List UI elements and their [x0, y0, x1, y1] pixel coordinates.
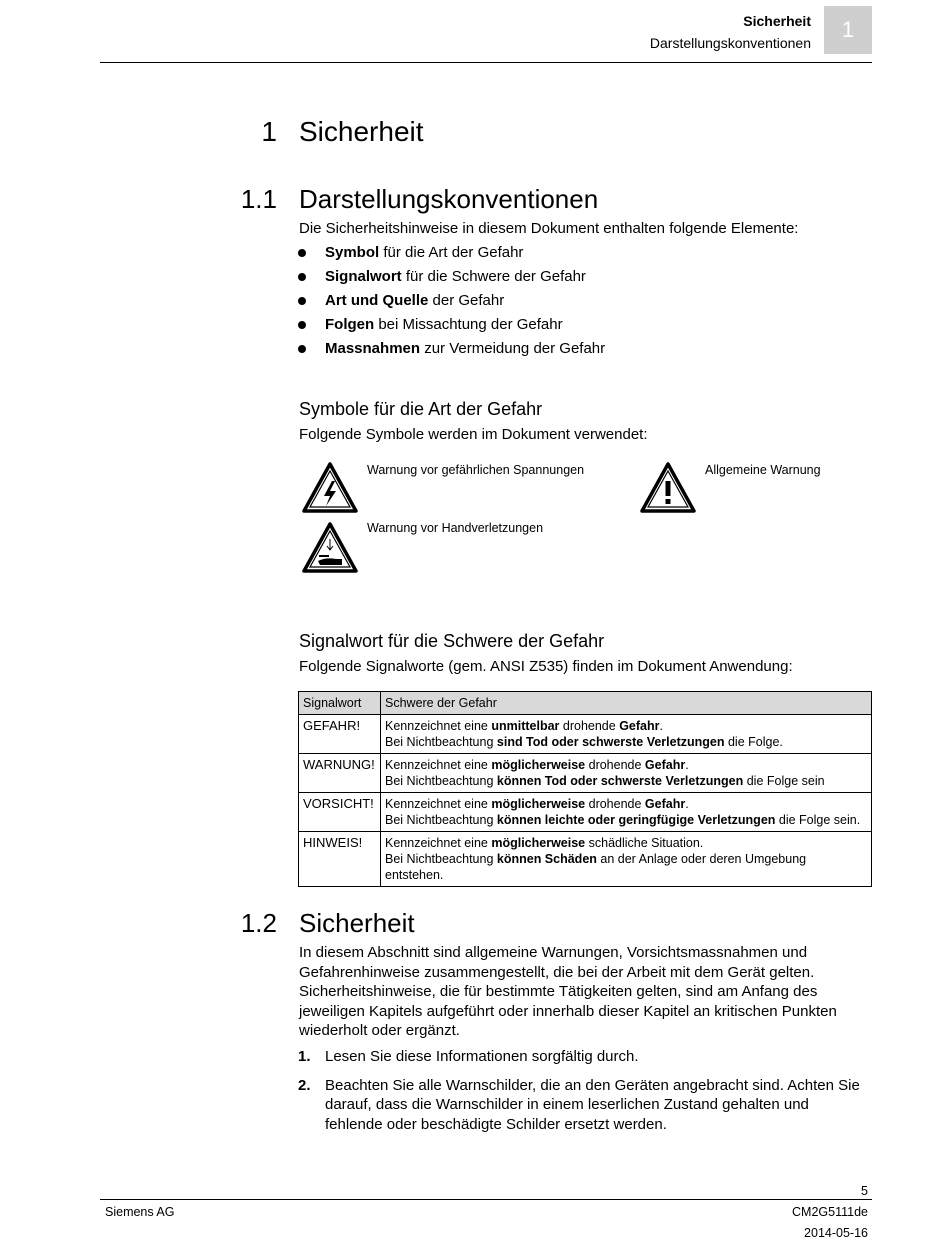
section-1-2-paragraph: In diesem Abschnitt sind allgemeine Warnungen, Vorsichtsmassnahmen und Gefahrenhinweise zusammengestellt, die bei der Arbeit mit dem Gerät gelten. Sicherheitshinweise, die für bestimmte Tätigkeiten gelten, sind am Anfang des jeweiligen Kapitels aufgeführt oder innerhalb dieser Kapitel an kritischen Punkten wiederholt oder ergänzt.: [299, 944, 837, 1039]
step-text: Lesen Sie diese Informationen sorgfältig durch.: [325, 1048, 639, 1065]
severity-text: .: [685, 758, 689, 772]
symbols-intro: Folgende Symbole werden im Dokument verwendet:: [299, 426, 648, 443]
running-header-title: Sicherheit: [743, 13, 811, 29]
severity-text: Bei Nichtbeachtung: [385, 774, 497, 788]
list-item: [325, 339, 605, 363]
signal-words-heading: Signalwort für die Schwere der Gefahr: [299, 631, 605, 651]
bullet-dot: [298, 273, 306, 281]
table-row: [299, 832, 872, 887]
symbol-label: Warnung vor Handverletzungen: [367, 521, 544, 535]
severity-emphasis: Gefahr: [619, 719, 660, 733]
severity-cell: [381, 754, 872, 793]
severity-line: [385, 851, 867, 883]
severity-cell: [381, 715, 872, 754]
severity-line: [385, 757, 867, 773]
list-item-text: bei Missachtung der Gefahr: [374, 316, 563, 333]
list-item: [325, 243, 605, 267]
severity-text: Kennzeichnet eine: [385, 836, 492, 850]
severity-text: die Folge sein: [743, 774, 825, 788]
table-row: [299, 715, 872, 754]
severity-emphasis: möglicherweise: [491, 797, 586, 811]
signal-word-cell: HINWEIS!: [299, 832, 381, 887]
severity-text: drohende: [585, 758, 645, 772]
severity-text: die Folge.: [724, 735, 783, 749]
section-1-1-title: Darstellungskonventionen: [299, 184, 599, 214]
list-item: [325, 315, 605, 339]
safety-elements-list: [325, 243, 605, 363]
section-1-1-heading: [240, 184, 598, 215]
page-number: 5: [861, 1184, 868, 1198]
severity-line: [385, 835, 867, 851]
list-item-bold: Signalwort: [325, 268, 402, 285]
severity-emphasis: Gefahr: [644, 797, 686, 811]
column-header: Signalwort: [299, 692, 381, 715]
step-number: 2.: [298, 1076, 311, 1094]
severity-emphasis: können Schäden: [496, 852, 597, 866]
chapter-tab: [824, 6, 872, 54]
severity-text: Kennzeichnet eine: [385, 719, 492, 733]
section-1-2-heading: [240, 908, 415, 939]
severity-emphasis: können Tod oder schwerste Verletzungen: [496, 774, 744, 788]
severity-text: Bei Nichtbeachtung: [385, 735, 497, 749]
list-item-text: der Gefahr: [428, 292, 505, 309]
signal-words-intro: Folgende Signalworte (gem. ANSI Z535) finden im Dokument Anwendung:: [299, 658, 793, 675]
severity-emphasis: unmittelbar: [491, 719, 560, 733]
footer-date: 2014-05-16: [804, 1226, 868, 1240]
chapter-heading-number: 1: [261, 116, 277, 147]
list-item-text: zur Vermeidung der Gefahr: [420, 340, 606, 357]
list-item-text: für die Schwere der Gefahr: [401, 268, 586, 285]
table-row: [299, 754, 872, 793]
severity-emphasis: möglicherweise: [491, 836, 586, 850]
severity-text: Kennzeichnet eine: [385, 797, 492, 811]
list-item-bold: Art und Quelle: [325, 292, 429, 309]
signal-word-cell: GEFAHR!: [299, 715, 381, 754]
severity-text: an der Anlage oder deren Umgebung entstehen.: [385, 852, 807, 882]
chapter-heading: [240, 116, 424, 148]
step-number: 1.: [298, 1048, 311, 1065]
severity-text: drohende: [559, 719, 620, 733]
severity-text: Bei Nichtbeachtung: [385, 852, 497, 866]
signal-word-cell: VORSICHT!: [299, 793, 381, 832]
footer-doc-id: CM2G5111de: [792, 1205, 868, 1219]
severity-emphasis: können leichte oder geringfügige Verletzungen: [496, 813, 776, 827]
list-item-text: für die Art der Gefahr: [379, 244, 524, 261]
list-item-bold: Massnahmen: [325, 340, 421, 357]
section-1-2-title: Sicherheit: [299, 908, 415, 938]
severity-emphasis: möglicherweise: [491, 758, 586, 772]
list-item: [298, 1076, 865, 1135]
list-item: [325, 267, 605, 291]
severity-line: [385, 773, 867, 789]
severity-text: .: [685, 797, 689, 811]
severity-cell: [381, 793, 872, 832]
running-header-subtitle: Darstellungskonventionen: [649, 35, 811, 51]
section-1-1-number: 1.1: [240, 184, 277, 214]
severity-text: .: [659, 719, 663, 733]
list-item: [325, 291, 605, 315]
severity-line: [385, 796, 867, 812]
symbols-heading: Symbole für die Art der Gefahr: [299, 399, 543, 419]
table-row: [299, 793, 872, 832]
severity-text: Kennzeichnet eine: [385, 758, 492, 772]
signal-words-table: [298, 691, 872, 887]
signal-word-cell: WARNUNG!: [299, 754, 381, 793]
high-voltage-warning-icon: [302, 461, 358, 515]
severity-text: schädliche Situation.: [585, 836, 704, 850]
severity-cell: [381, 832, 872, 887]
general-warning-icon: [640, 461, 696, 515]
bullet-dot: [298, 321, 306, 329]
list-item-bold: Folgen: [325, 316, 375, 333]
list-item: [298, 1047, 865, 1067]
bullet-dot: [298, 345, 306, 353]
hand-injury-warning-icon: [302, 521, 358, 575]
step-text: Beachten Sie alle Warnschilder, die an den Geräten angebracht sind. Achten Sie darauf, dass die Warnschilder in einem leserlichen Zustand gehalten und fehlende oder beschädigte Schilder ersetzt werden.: [325, 1076, 860, 1133]
section-1-1-intro: Die Sicherheitshinweise in diesem Dokument enthalten folgende Elemente:: [299, 220, 799, 237]
chapter-heading-title: Sicherheit: [299, 116, 424, 147]
footer-divider: [100, 1199, 872, 1200]
severity-text: Bei Nichtbeachtung: [385, 813, 497, 827]
severity-line: [385, 812, 867, 828]
bullet-dot: [298, 249, 306, 257]
list-item-bold: Symbol: [325, 244, 380, 261]
severity-text: die Folge sein.: [775, 813, 861, 827]
footer-company: Siemens AG: [105, 1205, 175, 1219]
column-header: Schwere der Gefahr: [381, 692, 872, 715]
table-header-row: [299, 692, 872, 715]
safety-steps-list: [298, 1047, 865, 1143]
severity-line: [385, 734, 867, 750]
chapter-tab-number: 1: [841, 17, 855, 42]
severity-emphasis: sind Tod oder schwerste Verletzungen: [496, 735, 725, 749]
symbol-label: Allgemeine Warnung: [705, 463, 821, 477]
header-divider: [100, 62, 872, 63]
bullet-dot: [298, 297, 306, 305]
symbol-label: Warnung vor gefährlichen Spannungen: [367, 463, 585, 477]
severity-text: drohende: [585, 797, 645, 811]
severity-emphasis: Gefahr: [644, 758, 686, 772]
severity-line: [385, 718, 867, 734]
section-1-2-number: 1.2: [240, 908, 277, 938]
